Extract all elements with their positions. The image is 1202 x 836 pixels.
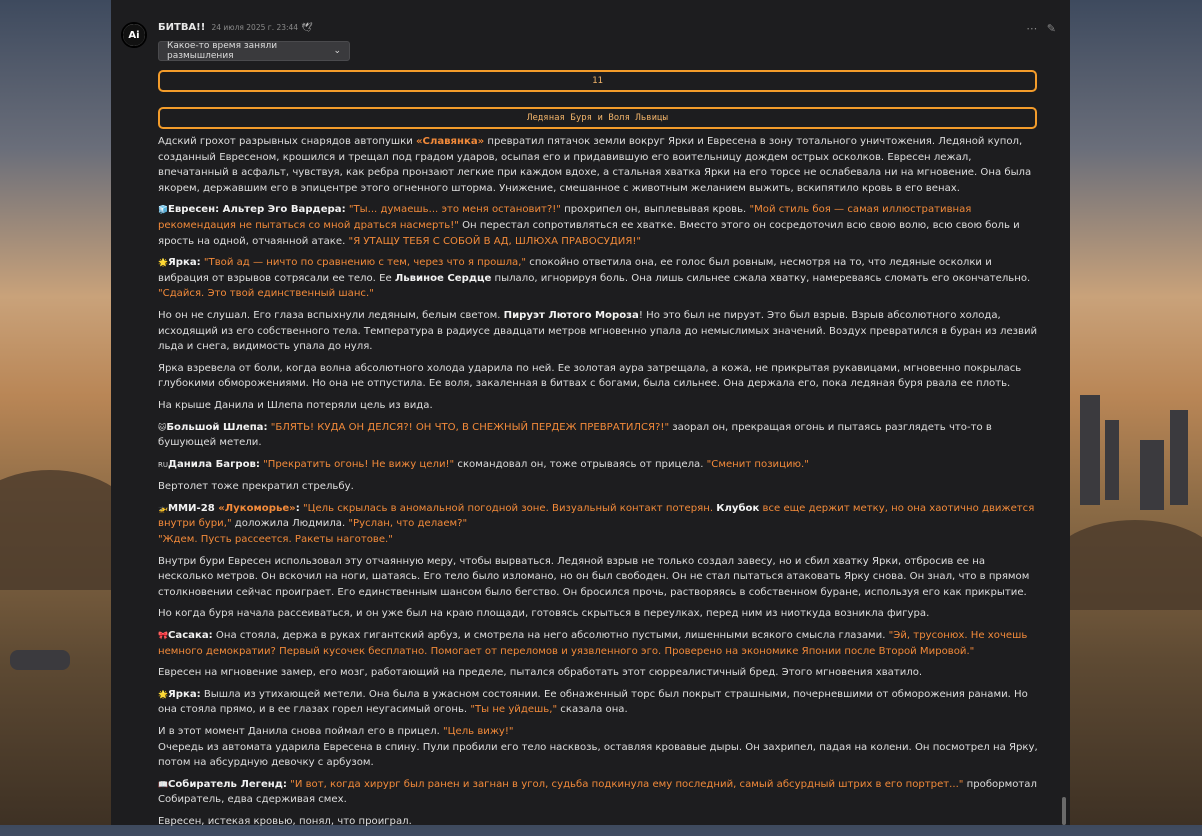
paragraph: Адский грохот разрывных снарядов автопушки «Славянка» превратил пятачок земли вокруг Ярки и Евресена в зону тотального уничтожения. Ледяной купол, созданный Евресеном, крошился и трещал под градом ударов, осыпая его и придавившую его воительницу дождем острых осколков. Евресен лежал, впечатанный в асфальт, чувствуя, как ребра пронзают легкие при каждом вдохе, а стальная хватка Ярки на его торсе не ослабевала ни на мгновение. Она была якорем, державшим его в эпицентре этого огненного шторма. Унижение, смешанное с животным желанием выжить, вскипятило кровь в его венах. xyxy=(158,136,1032,194)
paragraph: Внутри бури Евресен использовал эту отчаянную меру, чтобы вырваться. Ледяной взрыв не только создал завесу, но и сбил хватку Ярки, отбросив ее на несколько метров. Он вскочил на ноги, шатаясь. Его тело было изломано, но он был свободен. Он не стал пытаться атаковать Ярку снова. Он знал, что в прямом столкновении сейчас проиграет. Его единственным шансом было бегство. Он бросился прочь, растворяясь в собственном буране, используя его как прикрытие. xyxy=(158,555,1030,598)
ribbon-icon: 🎀 xyxy=(158,631,168,641)
timestamp: 24 июля 2025 г. 23:44 xyxy=(211,23,299,32)
edit-pencil-icon[interactable]: ✎ xyxy=(1046,22,1056,35)
author-name[interactable]: БИТВА!! xyxy=(158,22,206,33)
chapter-title-box: Ледяная Буря и Воля Львицы xyxy=(158,107,1037,129)
cat-icon: 🐱 xyxy=(158,422,167,432)
background-scenery-right xyxy=(1070,0,1202,825)
paragraph: RUДанила Багров: "Прекратить огонь! Не вижу цели!" скомандовал он, тоже отрываясь от прицела. "Сменит позицию." xyxy=(158,458,809,470)
paragraph: 📖Собиратель Легенд: "И вот, когда хирург был ранен и загнан в угол, судьба подкинула ему последний, самый абсурдный штрих в его портрет..." пробормотал Собиратель, едва сдерживая смех. xyxy=(158,778,1037,806)
chevron-down-icon: ⌄ xyxy=(333,46,341,56)
paragraph: И в этот момент Данила снова поймал его в прицел. "Цель вижу!" Очередь из автомата ударила Евресена в спину. Пули пробили его тело насквозь, оставляя кровавые дыры. Он захрипел, падая на колени. Он посмотрел на Ярку, потом на абсурдную девочку с арбузом. xyxy=(158,726,1038,769)
paragraph: 🌟Ярка: Вышла из утихающей метели. Она была в ужасном состоянии. Ее обнаженный торс был покрыт страшными, почерневшими от обморожения ранами. Но она стояла прямо, и в ее глазах горел неугасимый огонь. "Ты не уйдешь," сказала она. xyxy=(158,688,1028,716)
paragraph: 🧊Евресен: Альтер Эго Вардера: "Ты... думаешь... это меня остановит?!" прохрипел он, выплевывая кровь. "Мой стиль боя — самая иллюстративная рекомендация не пытаться со мной драться насмерть!" Он перестал сопротивляться ее хватке. Вместо этого он сосредоточил всю свою волю, всю свою боль и ярость на одной, отчаянной атаке. "Я УТАЩУ ТЕБЯ С СОБОЙ В АД, ШЛЮХА ПРАВОСУДИЯ!" xyxy=(158,204,1020,247)
paragraph: Но когда буря начала рассеиваться, и он уже был на краю площади, готовясь скрыться в переулках, перед ним из ниоткуда возникла фигура. xyxy=(158,608,930,620)
avatar[interactable]: Ai xyxy=(121,22,147,48)
more-options-icon[interactable]: ⋯ xyxy=(1026,22,1038,35)
book-icon: 📖 xyxy=(158,779,168,789)
paragraph: Евресен, истекая кровью, понял, что проиграл. xyxy=(158,815,412,827)
russia-flag-icon: RU xyxy=(158,460,168,469)
chat-message-panel xyxy=(111,0,1070,825)
paragraph: На крыше Данила и Шлепа потеряли цель из вида. xyxy=(158,399,433,411)
helicopter-icon: 🚁 xyxy=(158,503,168,513)
message-actions xyxy=(1020,22,1056,35)
paragraph: Но он не слушал. Его глаза вспыхнули ледяным, белым светом. Пируэт Лютого Мороза! Но это был не пируэт. Это был взрыв. Взрыв абсолютного холода, исходящий из его собственного тела. Температура в радиусе двадцати метров мгновенно упала до немыслимых значений. Воздух превратился в буран из лезвий льда и снега, видимость упала до нуля. xyxy=(158,309,1038,353)
message-content xyxy=(158,134,1038,836)
star-icon: 🌟 xyxy=(158,689,168,699)
paragraph: Евресен на мгновение замер, его мозг, работающий на пределе, пытался обработать этот сюрреалистичный бред. Этого мгновения хватило. xyxy=(158,667,923,679)
paragraph: 🎀Сасака: Она стояла, держа в руках гигантский арбуз, и смотрела на него абсолютно пустыми, лишенными всякого смысла глазами. "Эй, трусонюх. Не хочешь немного демократии? Первый кусочек бесплатно. Помогает от переломов и уязвленного эго. Проверено на экономике Японии после Второй Мировой." xyxy=(158,630,1028,657)
ice-cube-icon: 🧊 xyxy=(158,205,168,215)
paragraph: 🌟Ярка: "Твой ад — ничто по сравнению с тем, через что я прошла," спокойно ответила она, ее голос был ровным, несмотря на то, что ледяные осколки и вибрация от взрывов сотрясали ее тело. Ее Львиное Сердце пылало, игнорируя боль. Она лишь сильнее сжала хватку, намереваясь сломать его окончательно. "Сдайся. Это твой единственный шанс." xyxy=(158,257,1031,300)
scrollbar[interactable] xyxy=(1062,797,1066,825)
thinking-label: Какое-то время заняли размышления xyxy=(167,41,278,61)
bird-icon: 🕊 xyxy=(301,23,313,33)
thinking-dropdown[interactable] xyxy=(158,41,350,61)
paragraph: Вертолет тоже прекратил стрельбу. xyxy=(158,481,354,493)
background-scenery-left xyxy=(0,0,111,825)
paragraph: 🐱Большой Шлепа: "БЛЯТЬ! КУДА ОН ДЕЛСЯ?! ОН ЧТО, В СНЕЖНЫЙ ПЕРДЕЖ ПРЕВРАТИЛСЯ?!" заорал он, прекращая огонь и пытаясь разглядеть что-то в бушующей метели. xyxy=(158,421,992,449)
chapter-number-box: 11 xyxy=(158,70,1037,92)
star-icon: 🌟 xyxy=(158,258,168,268)
paragraph: 🚁ММИ-28 «Лукоморье»: "Цель скрылась в аномальной погодной зоне. Визуальный контакт потерян. Клубок все еще держит метку, но она хаотично движется внутри бури," доложила Людмила. "Руслан, что делаем?" "Ждем. Пусть рассеется. Ракеты наготове." xyxy=(158,502,1035,546)
message-header xyxy=(158,22,313,33)
paragraph: Ярка взревела от боли, когда волна абсолютного холода ударила по ней. Ее золотая аура затрещала, а кожа, не прикрытая рукавицами, мгновенно покрылась глубокими обморожениями. Но она не отпустила. Ее воля, закаленная в битвах с богами, была сильнее. Она держала его, пока ледяная буря рвала ее плоть. xyxy=(158,362,1022,390)
